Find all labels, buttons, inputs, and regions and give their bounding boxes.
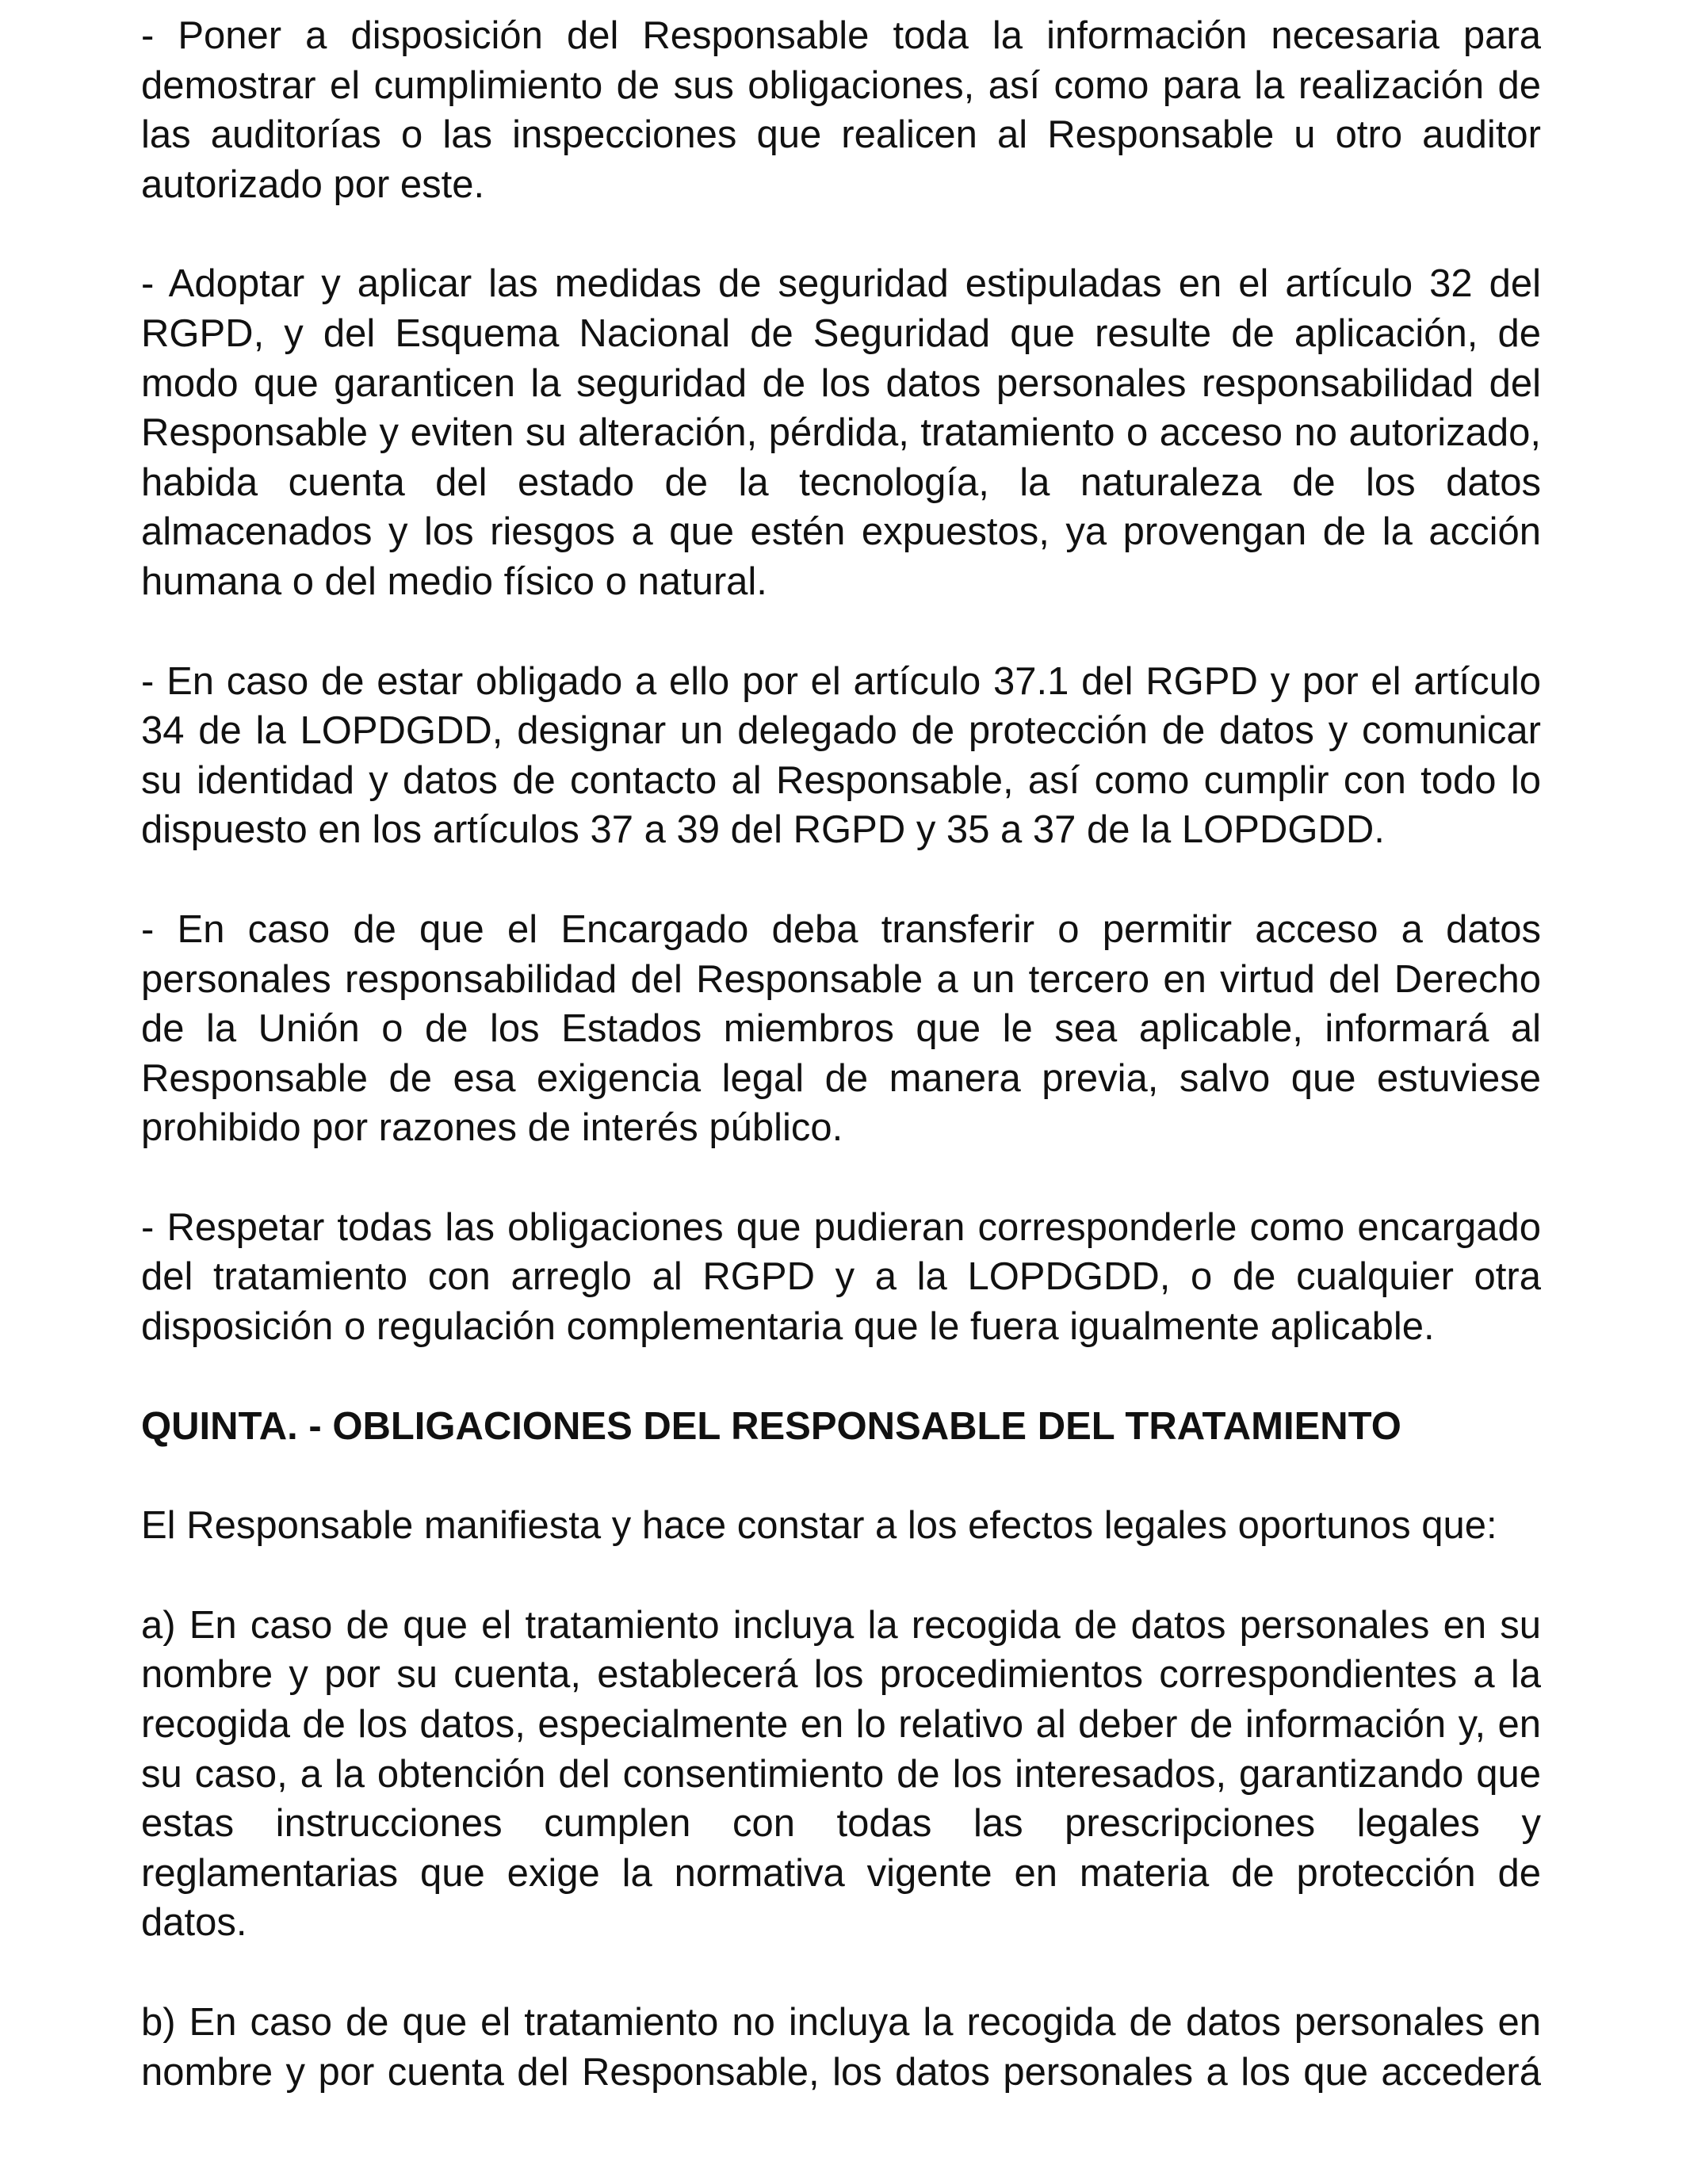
obligation-paragraph-respect-obligations: - Respetar todas las obligaciones que pudieran corresponderle como encargado del tratamiento con arreglo al RGPD y a la LOPDGDD, o de cualquier otra disposición o regulación complementaria que le fuera igualmente aplicable. [141,1205,1541,1349]
obligation-paragraph-third-party-transfer: - En caso de que el Encargado deba transferir o permitir acceso a datos personales responsabilidad del Responsable a un tercero en virtud del Derecho de la Unión o de los Estados miembros que le sea aplicable, informará al Responsable de esa exigencia legal de manera previa, salvo que estuviese prohibido por razones de interés público. [141,907,1541,1150]
clause-a-paragraph: a) En caso de que el tratamiento incluya la recogida de datos personales en su nombre y por su cuenta, establecerá los procedimientos correspondientes a la recogida de los datos, especialmente en lo relativo al deber de información y, en su caso, a la obtención del consentimiento de los interesados, garantizando que estas instrucciones cumplen con todas las prescripciones legales y reglamentarias que exige la normativa vigente en materia de protección de datos. [141,1603,1541,1945]
clause-b-paragraph: b) En caso de que el tratamiento no incluya la recogida de datos personales en nombre y por cuenta del Responsable, los datos personales a los que accederá [141,2001,1541,2094]
section-intro: El Responsable manifiesta y hace constar a los efectos legales oportunos que: [141,1504,1497,1548]
obligation-paragraph-audit-info: - Poner a disposición del Responsable toda la información necesaria para demostrar el cumplimiento de sus obligaciones, así como para la realización de las auditorías o las inspecciones que realicen al Responsable u otro auditor autorizado por este. [141,14,1541,206]
obligation-paragraph-security-measures: - Adoptar y aplicar las medidas de seguridad estipuladas en el artículo 32 del RGPD, y del Esquema Nacional de Seguridad que resulte de aplicación, de modo que garanticen la seguridad de los datos personales responsabilidad del Responsable y eviten su alteración, pérdida, tratamiento o acceso no autorizado, habida cuenta del estado de la tecnología, la naturaleza de los datos almacenados y los riesgos a que estén expuestos, ya provengan de la acción humana o del medio físico o natural. [141,262,1541,603]
document-page [141,11,1541,2147]
obligation-paragraph-data-protection-officer: - En caso de estar obligado a ello por el artículo 37.1 del RGPD y por el artículo 34 de la LOPDGDD, designar un delegado de protección de datos y comunicar su identidad y datos de contacto al Responsable, así como cumplir con todo lo dispuesto en los artículos 37 a 39 del RGPD y 35 a 37 de la LOPDGDD. [141,659,1541,852]
section-heading: QUINTA. - OBLIGACIONES DEL RESPONSABLE DEL TRATAMIENTO [141,1404,1401,1448]
